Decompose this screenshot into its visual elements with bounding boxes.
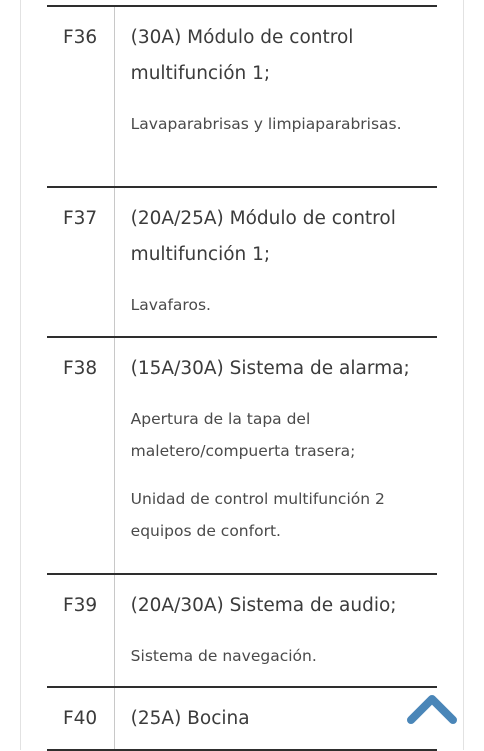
table-row — [47, 187, 437, 337]
fuse-id-cell — [47, 337, 114, 574]
fuse-description: (20A/30A) Sistema de audio; — [130, 595, 397, 616]
fuse-id: F37 — [63, 208, 98, 229]
fuse-description-cell — [114, 187, 437, 337]
table-row — [47, 337, 437, 574]
fuse-description: (30A) Módulo de control multifunción 1; — [130, 27, 354, 84]
fuse-description: (20A/25A) Módulo de control multifunción 1; — [130, 208, 396, 265]
table-row — [47, 6, 437, 187]
fuse-description: (25A) Bocina — [130, 708, 250, 729]
fuse-description-cell — [114, 6, 437, 187]
fuse-id: F40 — [63, 708, 98, 729]
fuse-id-cell — [47, 6, 114, 187]
fuse-detail: Unidad de control multifunción 2 equipos de confort. — [130, 490, 385, 540]
fuse-description-cell — [114, 337, 437, 574]
fuse-detail: Apertura de la tapa del maletero/compuerta trasera; — [130, 410, 356, 460]
fuse-description-cell — [114, 687, 437, 750]
table-row — [47, 687, 437, 750]
fuse-id-cell — [47, 187, 114, 337]
fuse-detail: Lavafaros. — [130, 296, 211, 314]
fuse-id: F38 — [63, 358, 98, 379]
fuse-detail: Lavaparabrisas y limpiaparabrisas. — [130, 115, 402, 133]
chevron-up-icon — [404, 688, 460, 728]
fuse-id: F36 — [63, 27, 98, 48]
fuse-detail: Sistema de navegación. — [130, 647, 317, 665]
scroll-to-top-button[interactable] — [404, 688, 460, 728]
fuse-description-cell — [114, 574, 437, 687]
fuse-id-cell — [47, 687, 114, 750]
fuse-id: F39 — [63, 595, 98, 616]
fuse-id-cell — [47, 574, 114, 687]
table-row — [47, 574, 437, 687]
fuse-description: (15A/30A) Sistema de alarma; — [130, 358, 410, 379]
fuse-table — [47, 5, 437, 751]
